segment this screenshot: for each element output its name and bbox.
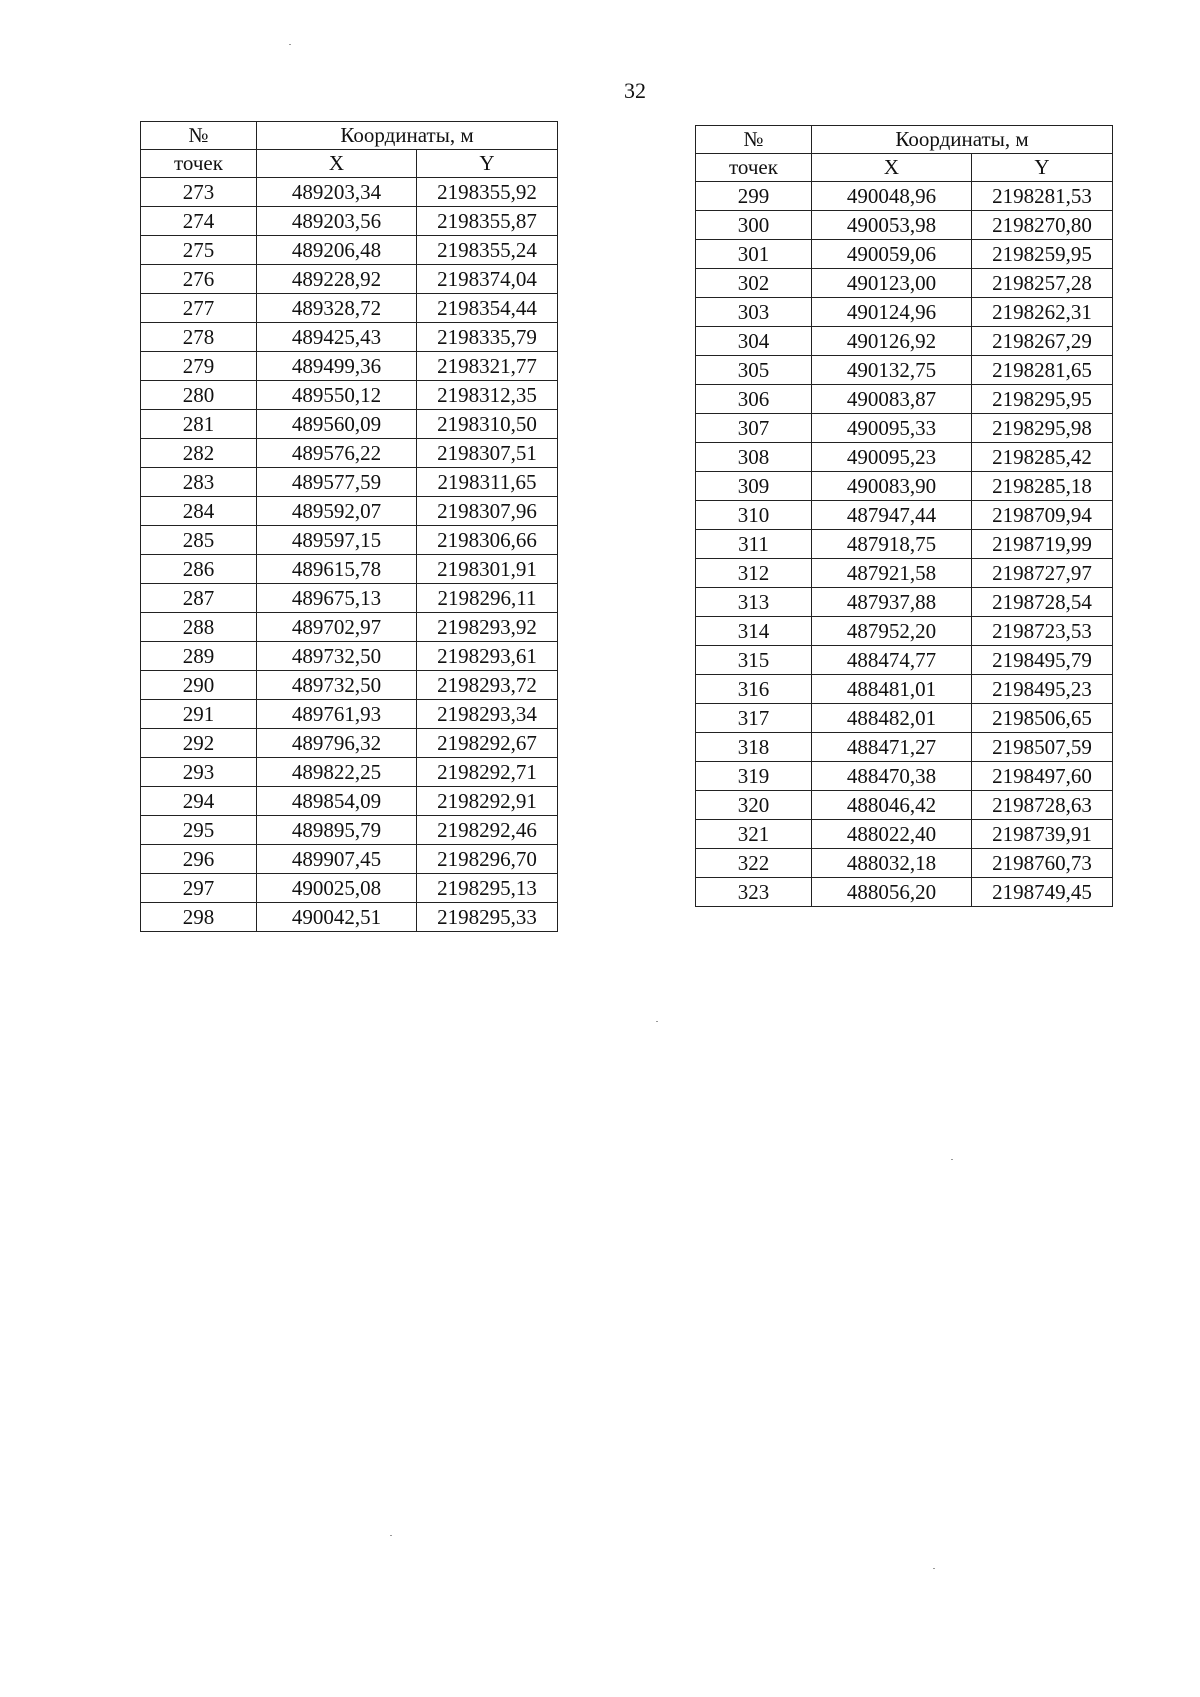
header-coordinates: Координаты, м <box>812 126 1113 154</box>
x-coordinate-cell: 488481,01 <box>812 675 972 704</box>
point-number-cell: 273 <box>141 178 257 207</box>
point-number-cell: 298 <box>141 903 257 932</box>
table-row <box>696 820 1113 849</box>
table-row <box>141 700 558 729</box>
x-coordinate-cell: 488032,18 <box>812 849 972 878</box>
table-row <box>696 443 1113 472</box>
y-coordinate-cell: 2198760,73 <box>972 849 1113 878</box>
table-row <box>696 791 1113 820</box>
x-coordinate-cell: 490132,75 <box>812 356 972 385</box>
table-row <box>696 646 1113 675</box>
header-points: точек <box>141 150 257 178</box>
y-coordinate-cell: 2198293,61 <box>417 642 558 671</box>
y-coordinate-cell: 2198355,92 <box>417 178 558 207</box>
point-number-cell: 322 <box>696 849 812 878</box>
point-number-cell: 309 <box>696 472 812 501</box>
x-coordinate-cell: 488046,42 <box>812 791 972 820</box>
point-number-cell: 323 <box>696 878 812 907</box>
point-number-cell: 288 <box>141 613 257 642</box>
header-y: Y <box>417 150 558 178</box>
x-coordinate-cell: 489732,50 <box>257 671 417 700</box>
y-coordinate-cell: 2198285,42 <box>972 443 1113 472</box>
point-number-cell: 277 <box>141 294 257 323</box>
table-row <box>141 497 558 526</box>
table-row <box>696 327 1113 356</box>
x-coordinate-cell: 489895,79 <box>257 816 417 845</box>
point-number-cell: 287 <box>141 584 257 613</box>
table-row <box>141 903 558 932</box>
x-coordinate-cell: 490025,08 <box>257 874 417 903</box>
x-coordinate-cell: 490095,23 <box>812 443 972 472</box>
x-coordinate-cell: 490123,00 <box>812 269 972 298</box>
y-coordinate-cell: 2198728,63 <box>972 791 1113 820</box>
point-number-cell: 294 <box>141 787 257 816</box>
point-number-cell: 284 <box>141 497 257 526</box>
point-number-cell: 299 <box>696 182 812 211</box>
y-coordinate-cell: 2198281,53 <box>972 182 1113 211</box>
x-coordinate-cell: 487952,20 <box>812 617 972 646</box>
point-number-cell: 289 <box>141 642 257 671</box>
table-row <box>696 878 1113 907</box>
x-coordinate-cell: 489732,50 <box>257 642 417 671</box>
table-row <box>141 381 558 410</box>
table-row <box>141 845 558 874</box>
y-coordinate-cell: 2198723,53 <box>972 617 1113 646</box>
y-coordinate-cell: 2198354,44 <box>417 294 558 323</box>
table-row <box>696 298 1113 327</box>
x-coordinate-cell: 489203,34 <box>257 178 417 207</box>
point-number-cell: 286 <box>141 555 257 584</box>
table-row <box>696 588 1113 617</box>
point-number-cell: 283 <box>141 468 257 497</box>
y-coordinate-cell: 2198728,54 <box>972 588 1113 617</box>
point-number-cell: 306 <box>696 385 812 414</box>
x-coordinate-cell: 489499,36 <box>257 352 417 381</box>
table-row <box>141 642 558 671</box>
table-row <box>141 410 558 439</box>
point-number-cell: 321 <box>696 820 812 849</box>
table-row <box>696 762 1113 791</box>
table-row <box>696 211 1113 240</box>
point-number-cell: 282 <box>141 439 257 468</box>
x-coordinate-cell: 489702,97 <box>257 613 417 642</box>
x-coordinate-cell: 490095,33 <box>812 414 972 443</box>
table-row <box>696 385 1113 414</box>
point-number-cell: 275 <box>141 236 257 265</box>
header-x: X <box>257 150 417 178</box>
y-coordinate-cell: 2198292,91 <box>417 787 558 816</box>
table-row <box>141 207 558 236</box>
table-row <box>141 265 558 294</box>
x-coordinate-cell: 490126,92 <box>812 327 972 356</box>
x-coordinate-cell: 489425,43 <box>257 323 417 352</box>
y-coordinate-cell: 2198259,95 <box>972 240 1113 269</box>
table-row <box>696 356 1113 385</box>
point-number-cell: 281 <box>141 410 257 439</box>
point-number-cell: 285 <box>141 526 257 555</box>
y-coordinate-cell: 2198719,99 <box>972 530 1113 559</box>
table-row <box>696 559 1113 588</box>
point-number-cell: 300 <box>696 211 812 240</box>
x-coordinate-cell: 487947,44 <box>812 501 972 530</box>
table-row <box>696 472 1113 501</box>
x-coordinate-cell: 488474,77 <box>812 646 972 675</box>
y-coordinate-cell: 2198311,65 <box>417 468 558 497</box>
y-coordinate-cell: 2198497,60 <box>972 762 1113 791</box>
table-row <box>141 178 558 207</box>
x-coordinate-cell: 489592,07 <box>257 497 417 526</box>
y-coordinate-cell: 2198295,98 <box>972 414 1113 443</box>
x-coordinate-cell: 487918,75 <box>812 530 972 559</box>
table-body-left <box>141 178 558 932</box>
point-number-cell: 305 <box>696 356 812 385</box>
y-coordinate-cell: 2198355,87 <box>417 207 558 236</box>
x-coordinate-cell: 488471,27 <box>812 733 972 762</box>
point-number-cell: 310 <box>696 501 812 530</box>
x-coordinate-cell: 489560,09 <box>257 410 417 439</box>
header-y: Y <box>972 154 1113 182</box>
table-row <box>141 323 558 352</box>
table-row <box>696 182 1113 211</box>
point-number-cell: 290 <box>141 671 257 700</box>
x-coordinate-cell: 488056,20 <box>812 878 972 907</box>
point-number-cell: 304 <box>696 327 812 356</box>
y-coordinate-cell: 2198292,71 <box>417 758 558 787</box>
y-coordinate-cell: 2198507,59 <box>972 733 1113 762</box>
x-coordinate-cell: 489206,48 <box>257 236 417 265</box>
table-row <box>696 240 1113 269</box>
point-number-cell: 312 <box>696 559 812 588</box>
y-coordinate-cell: 2198295,33 <box>417 903 558 932</box>
x-coordinate-cell: 489550,12 <box>257 381 417 410</box>
y-coordinate-cell: 2198293,34 <box>417 700 558 729</box>
table-row <box>141 584 558 613</box>
y-coordinate-cell: 2198285,18 <box>972 472 1113 501</box>
point-number-cell: 296 <box>141 845 257 874</box>
table-row <box>141 787 558 816</box>
x-coordinate-cell: 490053,98 <box>812 211 972 240</box>
y-coordinate-cell: 2198335,79 <box>417 323 558 352</box>
y-coordinate-cell: 2198307,96 <box>417 497 558 526</box>
y-coordinate-cell: 2198293,92 <box>417 613 558 642</box>
x-coordinate-cell: 489675,13 <box>257 584 417 613</box>
point-number-cell: 314 <box>696 617 812 646</box>
table-row <box>696 617 1113 646</box>
y-coordinate-cell: 2198727,97 <box>972 559 1113 588</box>
table-row <box>696 269 1113 298</box>
scan-speck <box>951 1159 953 1160</box>
page-number: 32 <box>624 78 646 103</box>
point-number-cell: 308 <box>696 443 812 472</box>
y-coordinate-cell: 2198495,23 <box>972 675 1113 704</box>
x-coordinate-cell: 490059,06 <box>812 240 972 269</box>
point-number-cell: 276 <box>141 265 257 294</box>
point-number-cell: 311 <box>696 530 812 559</box>
coordinates-table-right <box>695 125 1113 907</box>
table-row <box>141 439 558 468</box>
y-coordinate-cell: 2198374,04 <box>417 265 558 294</box>
point-number-cell: 297 <box>141 874 257 903</box>
x-coordinate-cell: 490124,96 <box>812 298 972 327</box>
x-coordinate-cell: 489576,22 <box>257 439 417 468</box>
table-row <box>696 414 1113 443</box>
table-row <box>141 816 558 845</box>
y-coordinate-cell: 2198301,91 <box>417 555 558 584</box>
point-number-cell: 302 <box>696 269 812 298</box>
y-coordinate-cell: 2198321,77 <box>417 352 558 381</box>
y-coordinate-cell: 2198292,46 <box>417 816 558 845</box>
table-row <box>141 758 558 787</box>
table-row <box>141 874 558 903</box>
x-coordinate-cell: 489761,93 <box>257 700 417 729</box>
table-body-right <box>696 182 1113 907</box>
y-coordinate-cell: 2198749,45 <box>972 878 1113 907</box>
x-coordinate-cell: 490042,51 <box>257 903 417 932</box>
table-row <box>696 675 1113 704</box>
y-coordinate-cell: 2198296,70 <box>417 845 558 874</box>
table-row <box>141 294 558 323</box>
y-coordinate-cell: 2198292,67 <box>417 729 558 758</box>
table-row <box>141 526 558 555</box>
header-coordinates: Координаты, м <box>257 122 558 150</box>
table-row <box>696 704 1113 733</box>
table-row <box>696 733 1113 762</box>
y-coordinate-cell: 2198270,80 <box>972 211 1113 240</box>
x-coordinate-cell: 490083,87 <box>812 385 972 414</box>
table-row <box>141 729 558 758</box>
table-row <box>696 849 1113 878</box>
y-coordinate-cell: 2198355,24 <box>417 236 558 265</box>
x-coordinate-cell: 489577,59 <box>257 468 417 497</box>
scan-speck <box>289 44 291 45</box>
point-number-cell: 293 <box>141 758 257 787</box>
y-coordinate-cell: 2198307,51 <box>417 439 558 468</box>
point-number-cell: 313 <box>696 588 812 617</box>
table-row <box>141 671 558 700</box>
x-coordinate-cell: 489822,25 <box>257 758 417 787</box>
point-number-cell: 317 <box>696 704 812 733</box>
x-coordinate-cell: 489328,72 <box>257 294 417 323</box>
point-number-cell: 279 <box>141 352 257 381</box>
table-row <box>141 468 558 497</box>
y-coordinate-cell: 2198495,79 <box>972 646 1113 675</box>
x-coordinate-cell: 489907,45 <box>257 845 417 874</box>
y-coordinate-cell: 2198506,65 <box>972 704 1113 733</box>
y-coordinate-cell: 2198267,29 <box>972 327 1113 356</box>
scan-speck <box>656 1021 658 1022</box>
y-coordinate-cell: 2198306,66 <box>417 526 558 555</box>
x-coordinate-cell: 488482,01 <box>812 704 972 733</box>
table-row <box>141 613 558 642</box>
point-number-cell: 295 <box>141 816 257 845</box>
header-points: точек <box>696 154 812 182</box>
x-coordinate-cell: 489203,56 <box>257 207 417 236</box>
point-number-cell: 316 <box>696 675 812 704</box>
coordinates-table-left <box>140 121 558 932</box>
y-coordinate-cell: 2198295,95 <box>972 385 1113 414</box>
point-number-cell: 278 <box>141 323 257 352</box>
y-coordinate-cell: 2198310,50 <box>417 410 558 439</box>
y-coordinate-cell: 2198739,91 <box>972 820 1113 849</box>
point-number-cell: 301 <box>696 240 812 269</box>
y-coordinate-cell: 2198262,31 <box>972 298 1113 327</box>
x-coordinate-cell: 490083,90 <box>812 472 972 501</box>
x-coordinate-cell: 489228,92 <box>257 265 417 294</box>
table-row <box>141 236 558 265</box>
table-row <box>141 352 558 381</box>
y-coordinate-cell: 2198257,28 <box>972 269 1113 298</box>
y-coordinate-cell: 2198709,94 <box>972 501 1113 530</box>
table-row <box>141 555 558 584</box>
point-number-cell: 291 <box>141 700 257 729</box>
point-number-cell: 318 <box>696 733 812 762</box>
table-row <box>696 501 1113 530</box>
header-x: X <box>812 154 972 182</box>
point-number-cell: 319 <box>696 762 812 791</box>
point-number-cell: 292 <box>141 729 257 758</box>
point-number-cell: 320 <box>696 791 812 820</box>
scan-speck <box>390 1535 392 1536</box>
table-row <box>696 530 1113 559</box>
point-number-cell: 274 <box>141 207 257 236</box>
x-coordinate-cell: 489796,32 <box>257 729 417 758</box>
x-coordinate-cell: 487937,88 <box>812 588 972 617</box>
y-coordinate-cell: 2198296,11 <box>417 584 558 613</box>
scan-speck <box>933 1568 935 1569</box>
point-number-cell: 307 <box>696 414 812 443</box>
header-number-symbol: № <box>696 126 812 154</box>
point-number-cell: 303 <box>696 298 812 327</box>
x-coordinate-cell: 487921,58 <box>812 559 972 588</box>
x-coordinate-cell: 489615,78 <box>257 555 417 584</box>
point-number-cell: 280 <box>141 381 257 410</box>
x-coordinate-cell: 489854,09 <box>257 787 417 816</box>
x-coordinate-cell: 489597,15 <box>257 526 417 555</box>
y-coordinate-cell: 2198312,35 <box>417 381 558 410</box>
y-coordinate-cell: 2198295,13 <box>417 874 558 903</box>
point-number-cell: 315 <box>696 646 812 675</box>
x-coordinate-cell: 488022,40 <box>812 820 972 849</box>
y-coordinate-cell: 2198281,65 <box>972 356 1113 385</box>
x-coordinate-cell: 488470,38 <box>812 762 972 791</box>
header-number-symbol: № <box>141 122 257 150</box>
x-coordinate-cell: 490048,96 <box>812 182 972 211</box>
y-coordinate-cell: 2198293,72 <box>417 671 558 700</box>
